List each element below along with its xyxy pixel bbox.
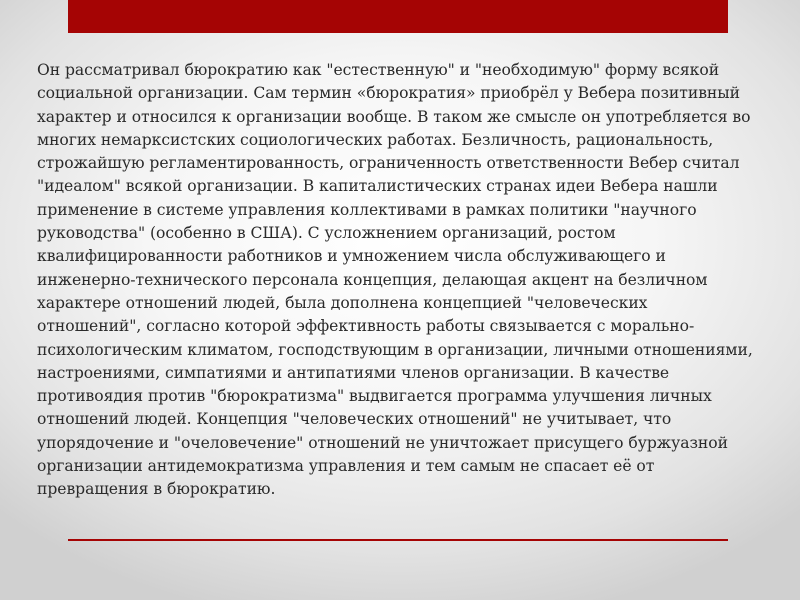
- top-accent-bar: [68, 0, 728, 33]
- bottom-accent-line: [68, 539, 728, 541]
- slide-body-text: Он рассматривал бюрократию как "естественную" и "необходимую" форму всякой социальной организации. Сам термин «бюрократия» приобрёл у Вебера позитивный характер и относился к организации вообще. В таком же смысле он употребляется во многих немарксистских социологических работах. Безличность, рациональность, строжайшую регламентированность, ограниченность ответственности Вебер считал "идеалом" всякой организации. В капиталистических странах идеи Вебера нашли применение в системе управления коллективами в рамках политики "научного руководства" (особенно в США). С усложнением организаций, ростом квалифицированности работников и умножением числа обслуживающего и инженерно-технического персонала концепция, делающая акцент на безличном характере отношений людей, была дополнена концепцией "человеческих отношений", согласно которой эффективность работы связывается с морально-психологическим климатом, господствующим в организации, личными отношениями, настроениями, симпатиями и антипатиями членов организации. В качестве противоядия против "бюрократизма" выдвигается программа улучшения личных отношений людей. Концепция "человеческих отношений" не учитывает, что упорядочение и "очеловечение" отношений не уничтожает присущего буржуазной организации антидемократизма управления и тем самым не спасает её от превращения в бюрократию.: [37, 61, 753, 499]
